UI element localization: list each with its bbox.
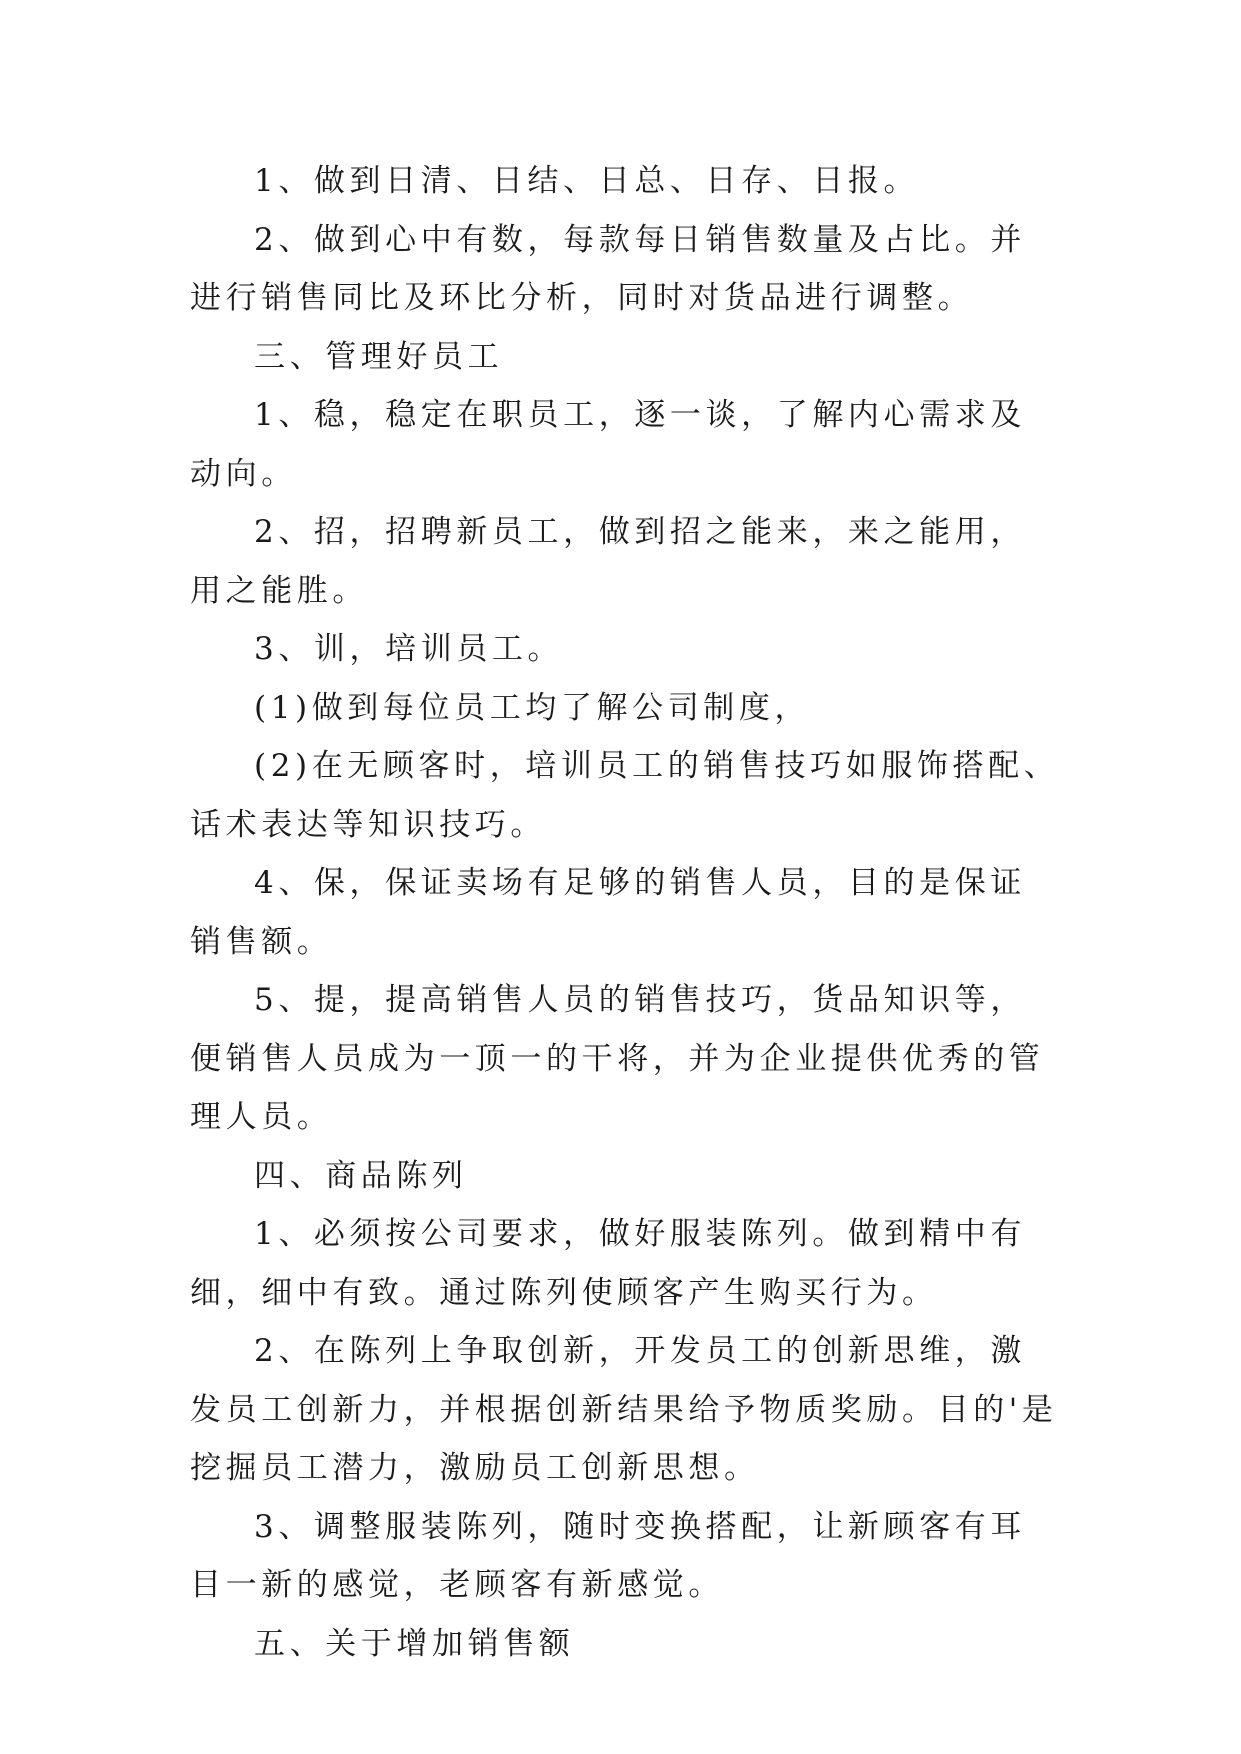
paragraph-recruit-staff: 2、招，招聘新员工，做到招之能来，来之能用，用之能胜。: [190, 514, 1026, 609]
section-heading-staff-management: 三、管理好员工: [254, 338, 504, 375]
paragraph-ensure-staffing: 4、保，保证卖场有足够的销售人员，目的是保证销售额。: [190, 865, 1026, 960]
paragraph-train-staff: 3、训，培训员工。: [254, 631, 564, 667]
paragraph-stabilize-staff: 1、稳，稳定在职员工，逐一谈，了解内心需求及动向。: [190, 397, 1026, 492]
paragraph-adjust-display: 3、调整服装陈列，随时变换搭配，让新顾客有耳目一新的感觉，老顾客有新感觉。: [190, 1508, 1026, 1603]
section-heading-increase-sales: 五、关于增加销售额: [254, 1625, 575, 1662]
paragraph-training-item-1: (1)做到每位员工均了解公司制度，: [254, 689, 811, 726]
paragraph-daily-routine: 1、做到日清、日结、日总、日存、日报。: [254, 163, 920, 199]
paragraph-improve-skills: 5、提，提高销售人员的销售技巧，货品知识等，便销售人员成为一顶一的干将，并为企业提供优秀的管理人员。: [190, 982, 1045, 1135]
paragraph-display-innovation: 2、在陈列上争取创新，开发员工的创新思维，激发员工创新力，并根据创新结果给予物质奖励。目的'是挖掘员工潜力，激励员工创新思想。: [190, 1333, 1058, 1486]
section-heading-merchandise-display: 四、商品陈列: [254, 1157, 468, 1194]
paragraph-training-item-2: (2)在无顾客时，培训员工的销售技巧如服饰搭配、话术表达等知识技巧。: [190, 748, 1060, 843]
document-body: [190, 152, 1060, 1673]
paragraph-display-requirements: 1、必须按公司要求，做好服装陈列。做到精中有细，细中有致。通过陈列使顾客产生购买行为。: [190, 1216, 1026, 1311]
paragraph-sales-analysis: 2、做到心中有数，每款每日销售数量及占比。并进行销售同比及环比分析，同时对货品进行调整。: [190, 221, 1026, 316]
